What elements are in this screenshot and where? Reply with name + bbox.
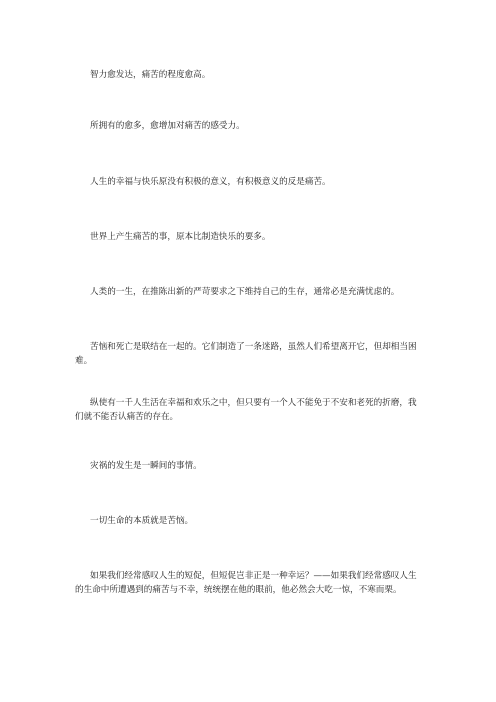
paragraph-6: 苦恼和死亡是联结在一起的。它们制造了一条迷路，虽然人们希望离开它，但却相当困难。 (75, 342, 417, 366)
paragraph-1: 智力愈发达，痛苦的程度愈高。 (90, 70, 211, 80)
paragraph-8: 灾祸的发生是一瞬间的事情。 (90, 461, 202, 471)
paragraph-5: 人类的一生，在推陈出新的严苛要求之下维持自己的生存，通常必是充满忧虑的。 (90, 287, 400, 297)
paragraph-10: 如果我们经常感叹人生的短促，但短促岂非正是一种幸运？——如果我们经常感叹人生的生命中所遭遇到的痛苦与不幸，统统摆在他的眼前，他必然会大吃一惊，不寒而栗。 (75, 571, 417, 595)
paragraph-7: 纵使有一千人生活在幸福和欢乐之中，但只要有一个人不能免于不安和老死的折磨，我们就不能否认痛苦的存在。 (75, 398, 417, 422)
paragraph-4: 世界上产生痛苦的事，原本比制造快乐的要多。 (90, 232, 271, 242)
paragraph-2: 所拥有的愈多，愈增加对痛苦的感受力。 (90, 121, 245, 131)
paragraph-9: 一切生命的本质就是苦恼。 (90, 516, 194, 526)
paragraph-3: 人生的幸福与快乐原没有积极的意义，有积极意义的反是痛苦。 (90, 177, 331, 187)
